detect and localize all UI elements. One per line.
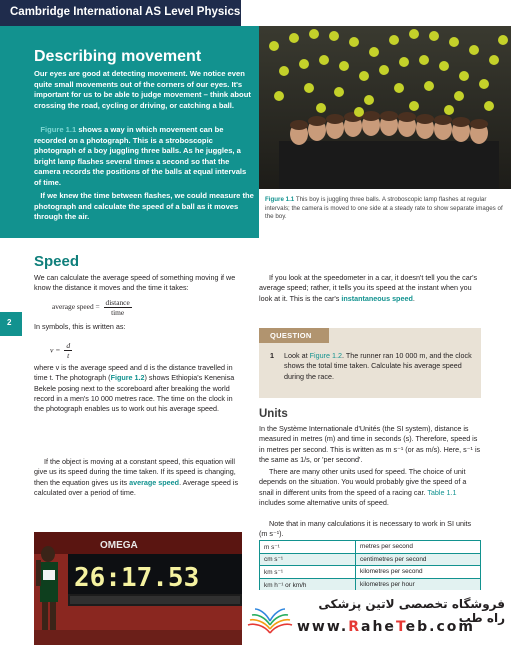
juggler-photo (259, 26, 511, 189)
speed-paragraph-3: where v is the average speed and d is the distance travelled in time t. The photograph (Figure 1.2) shows Ethiopia's Kenenisa Bekele posing next to the scoreboard after breaking the world record in a men's 10 000 metres race. The time on the clock in the photograph enables us to work out his average speed. (34, 363, 235, 414)
figure-1-1-caption: Figure 1.1 This boy is juggling three balls. A stroboscopic lamp flashes at regular intervals; the camera is moved to one side at a steady rate to show separate images of the boy. (265, 196, 503, 221)
key-term: average speed (129, 477, 180, 487)
units-heading: Units (259, 408, 288, 420)
question-number: 1 (270, 351, 274, 360)
unit-cell: km s⁻¹ (260, 566, 356, 579)
table-row (260, 541, 481, 554)
intro-paragraph-1: Our eyes are good at detecting movement. We notice even quite small movements out of the corners of our eyes. It's important for us to be able to judge movement – think about crossing the road, cycling or driving, or catching a ball. (34, 69, 251, 110)
unit-description-cell: metres per second (356, 541, 481, 554)
figure-ref[interactable]: Figure 1.1 (40, 125, 77, 134)
table-row (260, 578, 481, 591)
figure-label: Figure 1.1 (265, 196, 295, 203)
page-number: 2 (7, 318, 12, 327)
section-heading: Describing movement (34, 48, 202, 65)
runner-image (34, 532, 242, 645)
unit-cell: cm s⁻¹ (260, 553, 356, 566)
symbol-formula: v = $\frac{d}{t}$ (50, 341, 71, 360)
intro-paragraph-2: Figure 1.1 shows a way in which movement can be recorded on a photograph. This is a stroboscopic photograph of a boy juggling three balls. As he juggles, a bright lamp flashes several times a second so that the camera records the positions of the balls at equal intervals of time. (34, 125, 247, 187)
units-paragraph-1: In the Système Internationale d'Unités (the SI system), distance is measured in metres (m) and time in seconds (s). Therefore, speed is in metres per second. This is written as m s⁻¹ (or as m/s). Here, s⁻¹ is the same as 1/s, or 'per second'. (259, 424, 481, 464)
unit-description-cell: kilometres per hour (356, 578, 481, 591)
watermark-url[interactable]: www.RaheTeb.com (297, 619, 475, 635)
intro-panel (0, 26, 259, 238)
speed-paragraph-4: If the object is moving at a constant speed, this equation will give us its speed during the time taken. If its speed is changing, then the equation gives us its average speed. Average speed is calculated over a period of time. (34, 457, 239, 497)
units-paragraph-2: There are many other units used for speed. The choice of unit depends on the situation. You would probably give the speed of a snail in different units from the speed of a racing car. Table 1.1 includes some alternative units of speed. (259, 467, 467, 507)
book-title: Cambridge International AS Level Physics (10, 6, 241, 18)
question-label: QUESTION (270, 331, 312, 340)
speed-paragraph-1: We can calculate the average speed of something moving if we know the distance it moves and the time it takes: (34, 273, 236, 293)
open-book-icon (246, 595, 294, 639)
stroboscopic-image (259, 26, 511, 189)
question-text: Look at Figure 1.2. The runner ran 10 000 m, and the clock shows the total time taken. Calculate his average speed during the race. (284, 351, 472, 381)
average-speed-formula: average speed = $\frac{\text{distance}}{\text{time}}$ (52, 298, 130, 317)
scoreboard-time: 26:17.53 (74, 563, 200, 593)
units-table (259, 540, 481, 591)
table-row (260, 566, 481, 579)
table-ref[interactable]: Table 1.1 (427, 487, 457, 497)
speed-heading: Speed (34, 253, 80, 270)
units-paragraph-3: Note that in many calculations it is necessary to work in SI units (m s⁻¹). (259, 519, 472, 539)
omega-brand: OMEGA (100, 540, 138, 551)
speed-paragraph-2: In symbols, this is written as: (34, 322, 126, 331)
intro-paragraph-3: If we knew the time between flashes, we could measure the photograph and calculate the speed of a ball as it moves through the air. (34, 191, 254, 222)
unit-description-cell: kilometres per second (356, 566, 481, 579)
instantaneous-paragraph: If you look at the speedometer in a car, it doesn't tell you the car's average speed; rather, it tells you its speed at the instant when you look at it. This is the car's instantaneous speed. (259, 273, 478, 303)
key-term: instantaneous speed (341, 293, 413, 303)
figure-ref[interactable]: Figure 1.2 (309, 351, 342, 360)
unit-description-cell: centimetres per second (356, 553, 481, 566)
table-row (260, 553, 481, 566)
scoreboard-photo (34, 532, 242, 645)
unit-cell: km h⁻¹ or km/h (260, 578, 356, 591)
watermark-persian: فروشگاه تخصصی لاتین پزشکی راه طب (318, 597, 505, 625)
running-header (0, 0, 241, 26)
unit-cell: m s⁻¹ (260, 541, 356, 554)
figure-ref[interactable]: Figure 1.2 (110, 373, 145, 383)
